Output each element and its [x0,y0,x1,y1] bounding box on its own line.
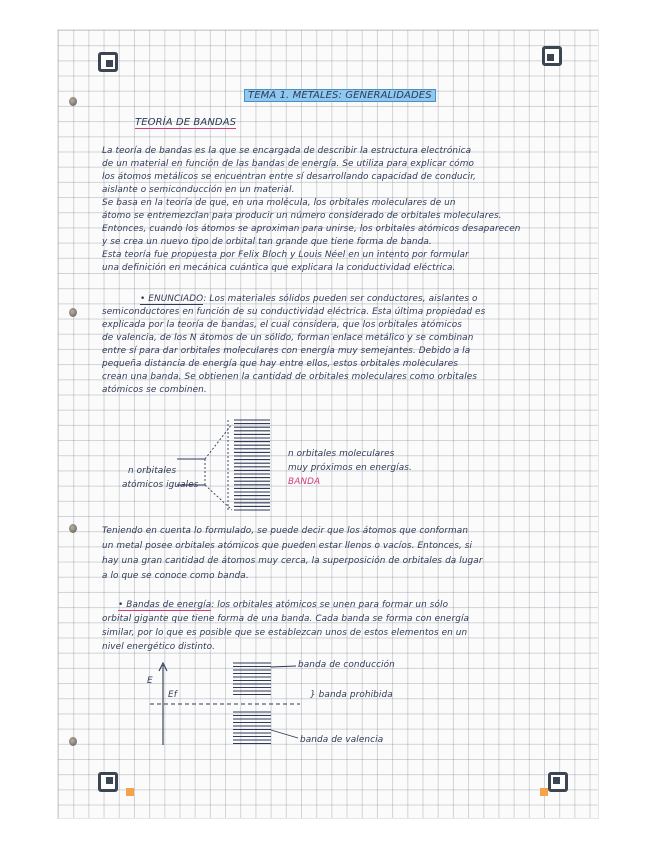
text-line: explicada por la teoría de bandas, el cual considera, que los orbitales atómicos [102,320,463,330]
text-line: La teoría de bandas es la que se encargada de describir la estructura electrónica [102,146,472,156]
enunciado-label: • ENUNCIADO [140,294,204,304]
text-line: de un material en función de las bandas de energía. Se utiliza para explicar cómo [102,159,474,169]
text-line: hay una gran cantidad de átomos muy cerca, la superposición de orbitales da lugar [102,556,483,566]
valence-band-label: banda de valencia [300,735,384,745]
text-line: orbital gigante que tiene forma de una banda. Cada banda se forma con energía [102,614,470,624]
text-line: y se crea un nuevo tipo de orbital tan grande que tiene forma de banda. [102,237,432,247]
text-line: • ENUNCIADO: Los materiales sólidos pueden ser conductores, aislantes o [140,294,478,304]
text-line: atómicos se combinen. [102,385,207,395]
conduction-band-stack [233,663,271,695]
text-line: entre sí para dar orbitales moleculares con energía muy semejantes. Debido a la [102,346,471,356]
text-line: • Bandas de energía: los orbitales atómicos se unen para formar un sólo [118,600,449,610]
text-line: pequeña distancia de energía que hay entre ellos, estos orbitales moleculares [102,359,459,369]
text-line: Se basa en la teoría de que, en una molécula, los orbitales moleculares de un [102,198,456,208]
text-line: los átomos metálicos se encuentran entre sí desarrollando capacidad de conducir, [102,172,477,182]
molecular-orbitals-label: n orbitales moleculares [288,449,395,459]
conduction-band-label: banda de conducción [298,660,395,670]
page-title: TEMA 1. METALES: GENERALIDADES [244,90,436,101]
text-line: Teniendo en cuenta lo formulado, se puede decir que los átomos que conforman [102,526,469,536]
text-line: de valencia, de los N átomos de un sólido, forman enlace metálico y se combinan [102,333,474,343]
text-line: una definición en mecánica cuántica que explicara la conductividad eléctrica. [102,263,456,273]
energy-axis-label: E [147,676,153,686]
text-line: similar, por lo que es posible que se establezcan unos de estos elementos en un [102,628,468,638]
molecular-orbitals-label: muy próximos en energías. [288,463,412,473]
text-line: un metal posee orbitales atómicos que pueden estar llenos o vacíos. Entonces, si [102,541,473,551]
bandas-label: • Bandas de energía [118,600,212,610]
molecular-orbital-stack [234,420,270,510]
atomic-orbitals-label: n orbitales [128,466,177,476]
text-line: Entonces, cuando los átomos se aproximan para unirse, los orbitales atómicos desaparecen [102,224,521,234]
text-line: átomo se entremezclan para producir un número considerado de orbitales moleculares. [102,211,502,221]
valence-band-stack [233,712,271,744]
text-line: Esta teoría fue propuesta por Felix Bloch y Louis Néel en un intento por formular [102,250,469,260]
text-line: crean una banda. Se obtienen la cantidad de orbitales moleculares como orbitales [102,372,478,382]
section-title: TEORÍA DE BANDAS [135,117,237,128]
text-line: aislante o semiconducción en un material. [102,185,295,195]
atomic-orbitals-label: atómicos iguales [122,480,199,490]
pointer-line [271,730,298,738]
band-label: BANDA [288,477,321,487]
fermi-level-label: Ef [168,690,177,700]
text-line: a lo que se conoce como banda. [102,571,249,581]
text-line: nivel energético distinto. [102,642,216,652]
pointer-line [271,666,296,667]
text-line: semiconductores en función de su conductividad eléctrica. Esta última propiedad es [102,307,486,317]
forbidden-band-label: } banda prohibida [310,690,393,700]
